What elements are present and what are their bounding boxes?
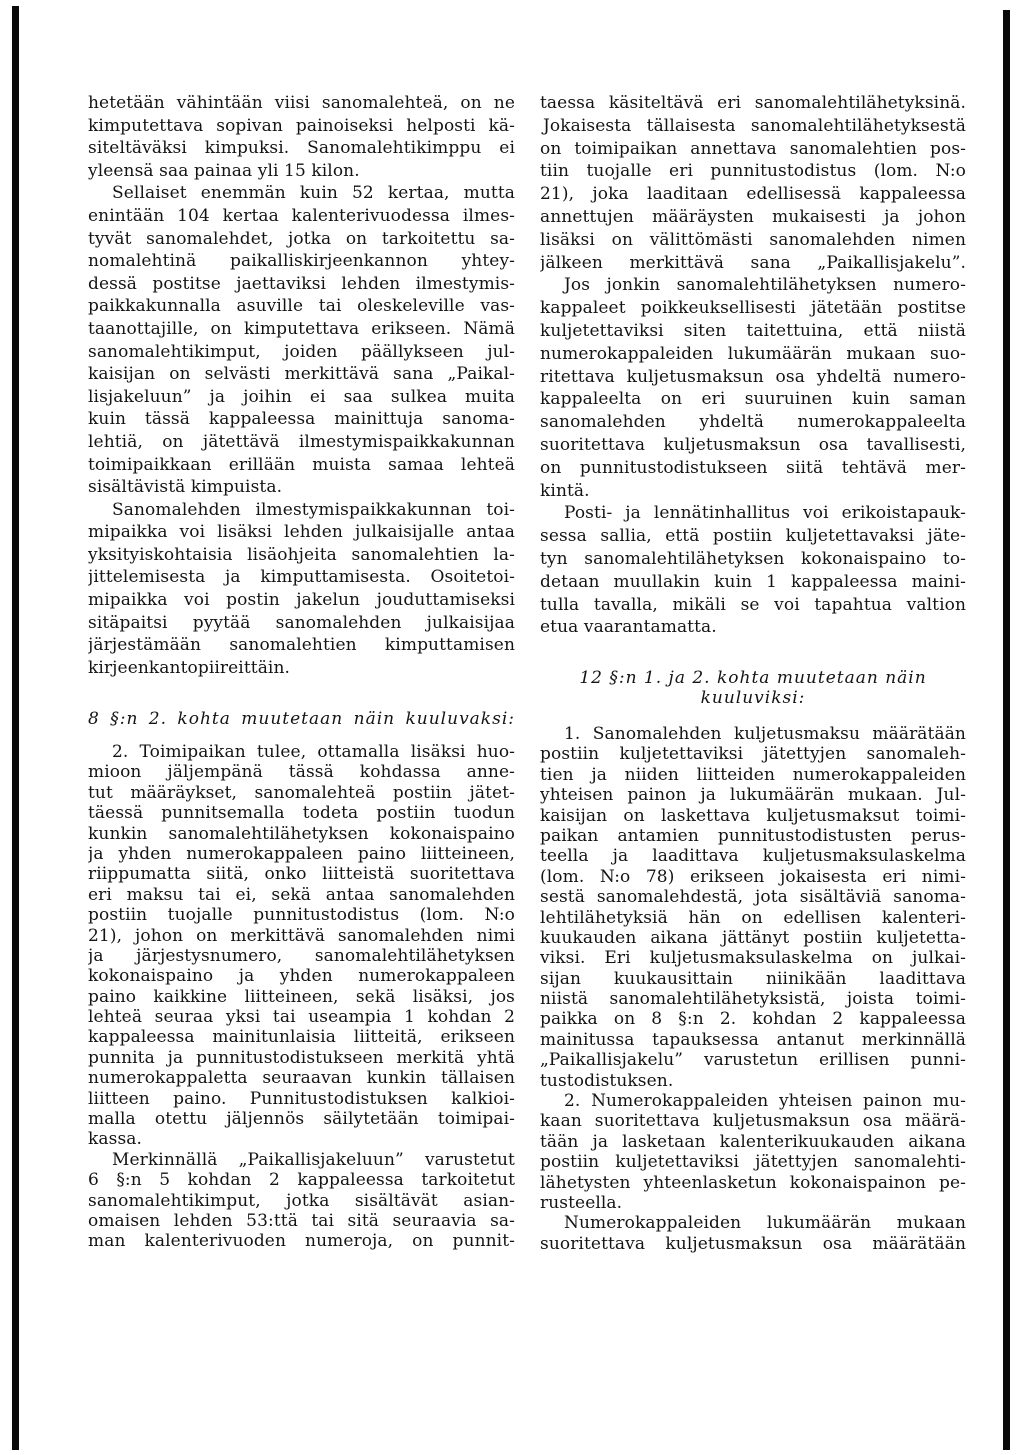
text-line: ja järjestysnumero, sanomalehtilähetyksen	[88, 945, 515, 966]
text-line: sijan kuukausittain niinikään laadittava	[540, 968, 966, 989]
paragraph-start-line: Merkinnällä „Paikallisjakeluun” varustetut	[112, 1149, 515, 1170]
text-line: yhteisen painon ja lukumäärän mukaan. Jul-	[540, 785, 966, 806]
text-line: ja yhden numerokappaleen paino liitteineen,	[88, 843, 515, 864]
text-line: malla otettu jäljennös säilytetään toimipai-	[88, 1109, 515, 1130]
text-line: jittelemisesta ja kimputtamisesta. Osoitetoi-	[88, 567, 515, 588]
text-line: hetetään vähintään viisi sanomalehteä, on ne	[88, 93, 515, 113]
section-heading: kuuluviksi:	[700, 688, 806, 708]
text-line: kunkin sanomalehtilähetyksen kokonaispaino	[88, 823, 515, 844]
text-line: lehtiä, on jätettävä ilmestymispaikkakunnan	[88, 431, 515, 452]
text-line: sanomalehtikimput, jotka sisältävät asian-	[88, 1190, 515, 1211]
text-line: mipaikka voi lisäksi lehden julkaisijalle antaa	[88, 522, 515, 543]
text-line: suoritettava kuljetusmaksun osa tavallisesti,	[540, 434, 966, 455]
text-line: kuin tässä kappaleessa mainittuja sanoma-	[88, 409, 515, 430]
text-line: kappaleet poikkeuksellisesti jätetään postitse	[540, 298, 966, 319]
text-line: ritettava kuljetusmaksun osa yhdeltä numero-	[540, 366, 966, 387]
text-line: postiin kuljetettaviksi jätettyjen sanomaleh-	[540, 744, 966, 765]
text-line: mioon jäljempänä tässä kohdassa anne-	[88, 762, 515, 783]
text-line: viksi. Eri kuljetusmaksulaskelma on julkai-	[540, 948, 966, 969]
text-line: enintään 104 kertaa kalenterivuodessa ilmes-	[88, 205, 515, 226]
paragraph-start-line: 1. Sanomalehden kuljetusmaksu määrätään	[564, 724, 966, 744]
text-line: tien ja niiden liitteiden numerokappaleiden	[540, 764, 966, 785]
text-line: on punnitustodistukseen siitä tehtävä mer-	[540, 457, 966, 478]
text-line: mainitussa tapauksessa antanut merkinnällä	[540, 1029, 966, 1050]
text-line: sessa sallia, että postiin kuljetettavaksi jäte-	[540, 526, 966, 547]
text-line: sanomalehtikimput, joiden päällykseen jul-	[88, 341, 515, 362]
text-line: kappaleelta on eri suuruinen kuin saman	[540, 389, 966, 410]
text-line: liitteen paino. Punnitustodistuksen kalkioi-	[88, 1088, 515, 1109]
text-line: yksityiskohtaisia lisäohjeita sanomalehtien la-	[88, 544, 515, 565]
paragraph-start-line: 2. Toimipaikan tulee, ottamalla lisäksi huo-	[112, 742, 515, 762]
scan-border-right	[1003, 10, 1010, 1450]
text-line: lehteä seuraa yksi tai useampia 1 kohdan 2	[88, 1007, 515, 1028]
section-heading: 12 §:n 1. ja 2. kohta muutetaan näin	[579, 669, 927, 688]
text-line: dessä postitse jaettaviksi lehden ilmestymis-	[88, 273, 515, 294]
text-line: kuukauden aikana jättänyt postiin kuljetetta-	[540, 927, 966, 948]
text-line: tyn sanomalehtilähetyksen kokonaispaino to-	[540, 548, 966, 569]
right-column-bottom-text	[540, 724, 966, 1254]
text-line: kaisijan on selvästi merkittävä sana „Paikal-	[88, 364, 515, 385]
left-column-top-text	[88, 92, 515, 679]
paragraph-start-line: Sanomalehden ilmestymispaikkakunnan toi-	[112, 499, 515, 520]
paragraph-start-line: 2. Numerokappaleiden yhteisen painon mu-	[564, 1091, 966, 1112]
text-line: rusteella.	[540, 1192, 623, 1213]
text-line: kimputettava sopivan painoiseksi helposti kä-	[88, 115, 515, 136]
text-line: tään ja lasketaan kalenterikuukauden aikana	[540, 1131, 966, 1152]
text-line: kintä.	[540, 480, 590, 501]
text-line: sisältävistä kimpuista.	[88, 477, 283, 498]
text-line: numerokappaleiden lukumäärän mukaan suo-	[540, 343, 966, 364]
paragraph-start-line: Jos jonkin sanomalehtilähetyksen numero-	[564, 275, 966, 296]
text-line: paikkakunnalla asuville tai oleskeleville vas-	[88, 296, 515, 317]
text-line: jälkeen merkittävä sana „Paikallisjakelu”.	[540, 252, 966, 273]
text-line: kuljetettaviksi siten taitettuina, että niistä	[540, 320, 966, 341]
text-line: omaisen lehden 53:ttä tai sitä seuraavia sa-	[88, 1210, 515, 1231]
left-section-heading	[88, 708, 515, 730]
text-line: sanomalehden yhdeltä numerokappaleelta	[540, 412, 966, 433]
text-line: toimipaikkaan erillään muista samaa lehteä	[88, 454, 515, 475]
text-line: detaan muullakin kuin 1 kappaleessa maini-	[540, 571, 966, 592]
right-section-heading	[540, 669, 966, 708]
paragraph-start-line: Jokaisesta tällaisesta sanomalehtilähetyksestä	[543, 115, 966, 136]
text-line: riippumatta siitä, onko liitteistä suoritettava	[88, 864, 515, 885]
text-line: taanottajille, on kimputettava erikseen. Nämä	[88, 318, 515, 339]
right-column-top-text	[540, 92, 966, 639]
text-line: täessä punnitsemalla todeta postiin tuodun	[88, 803, 515, 824]
text-line: lähetysten yhteenlasketun kokonaispainon pe-	[540, 1172, 966, 1193]
text-line: annettujen määräysten mukaisesti ja johon	[540, 206, 966, 227]
text-line: tyvät sanomalehdet, jotka on tarkoitettu sa-	[88, 228, 515, 249]
text-line: 21), joka laaditaan edellisessä kappaleessa	[540, 184, 966, 205]
text-line: nomalehtinä paikalliskirjeenkannon yhtey-	[88, 251, 515, 272]
paragraph-start-line: Numerokappaleiden lukumäärän mukaan	[564, 1213, 966, 1234]
section-heading: 8 §:n 2. kohta muutetaan näin kuuluvaksi:	[88, 709, 515, 729]
text-line: niistä sanomalehtilähetyksistä, joista toimi-	[540, 989, 966, 1010]
scan-border-left	[12, 6, 19, 1450]
text-line: paikka on 8 §:n 2. kohdan 2 kappaleessa	[540, 1009, 966, 1030]
text-line: lehtilähetyksiä hän on edellisen kalenteri-	[540, 907, 966, 928]
left-column-bottom-text	[88, 742, 515, 1252]
text-line: postiin kuljetettaviksi jätettyjen sanomalehti-	[540, 1152, 966, 1173]
text-line: on toimipaikan annettava sanomalehtien pos-	[540, 138, 966, 159]
text-line: siteltäväksi kimpuksi. Sanomalehtikimppu ei	[88, 138, 515, 159]
text-line: sestä sanomalehdestä, jota sisältäviä sanoma-	[540, 887, 966, 908]
text-line: eri maksu tai ei, sekä antaa sanomalehden	[88, 884, 515, 905]
text-line: kassa.	[88, 1129, 143, 1150]
text-line: teella ja laadittava kuljetusmaksulaskelma	[540, 846, 966, 867]
text-line: paikan antamien punnitustodistusten perus-	[540, 825, 966, 846]
text-line: lisäksi on välittömästi sanomalehden nimen	[540, 229, 966, 250]
text-line: kaisijan on laskettava kuljetusmaksut toimi-	[540, 805, 966, 826]
text-line: 6 §:n 5 kohdan 2 kappaleessa tarkoitetut	[88, 1170, 515, 1191]
text-line: sitäpaitsi pyytää sanomalehden julkaisijaa	[88, 612, 515, 633]
text-line: etua vaarantamatta.	[540, 617, 717, 638]
text-line: kirjeenkantopiireittäin.	[88, 657, 291, 678]
text-line: man kalenterivuoden numeroja, on punnit-	[88, 1231, 515, 1252]
text-line: tustodistuksen.	[540, 1070, 674, 1091]
text-line: kokonaispaino ja yhden numerokappaleen	[88, 966, 515, 987]
text-line: lisjakeluun” ja joihin ei saa sulkea muita	[88, 386, 515, 407]
text-line: mipaikka voi postin jakelun jouduttamiseksi	[88, 590, 515, 611]
text-line: suoritettava kuljetusmaksun osa määrätään	[540, 1233, 966, 1254]
text-line: kappaleessa mainitunlaisia liitteitä, erikseen	[88, 1027, 515, 1048]
text-line: tulla tavalla, mikäli se voi tapahtua valtion	[540, 594, 966, 615]
text-line: punnita ja punnitustodistukseen merkitä yhtä	[88, 1047, 515, 1068]
text-line: 21), johon on merkittävä sanomalehden nimi	[88, 925, 515, 946]
text-line: tiin tuojalle eri punnitustodistus (lom. N:o	[540, 161, 966, 182]
text-line: „Paikallisjakelu” varustetun erillisen punni-	[540, 1050, 966, 1071]
paragraph-start-line: Posti- ja lennätinhallitus voi erikoistapauk-	[564, 503, 966, 524]
paragraph-start-line: Sellaiset enemmän kuin 52 kertaa, mutta	[112, 183, 515, 204]
text-line: taessa käsiteltävä eri sanomalehtilähetyksinä.	[540, 93, 966, 113]
text-line: postiin tuojalle punnitustodistus (lom. N:o	[88, 905, 515, 926]
text-line: kaan suoritettava kuljetusmaksun osa määrä-	[540, 1111, 966, 1132]
text-line: (lom. N:o 78) erikseen jokaisesta eri nimi-	[540, 866, 966, 887]
text-line: yleensä saa painaa yli 15 kilon.	[88, 160, 360, 181]
text-line: järjestämään sanomalehtien kimputtamisen	[88, 635, 515, 656]
text-line: paino kaikkine liitteineen, sekä lisäksi, jos	[88, 986, 515, 1007]
text-line: numerokappaletta seuraavan kunkin tällaisen	[88, 1068, 515, 1089]
text-line: tut määräykset, sanomalehteä postiin jätet-	[88, 782, 515, 803]
